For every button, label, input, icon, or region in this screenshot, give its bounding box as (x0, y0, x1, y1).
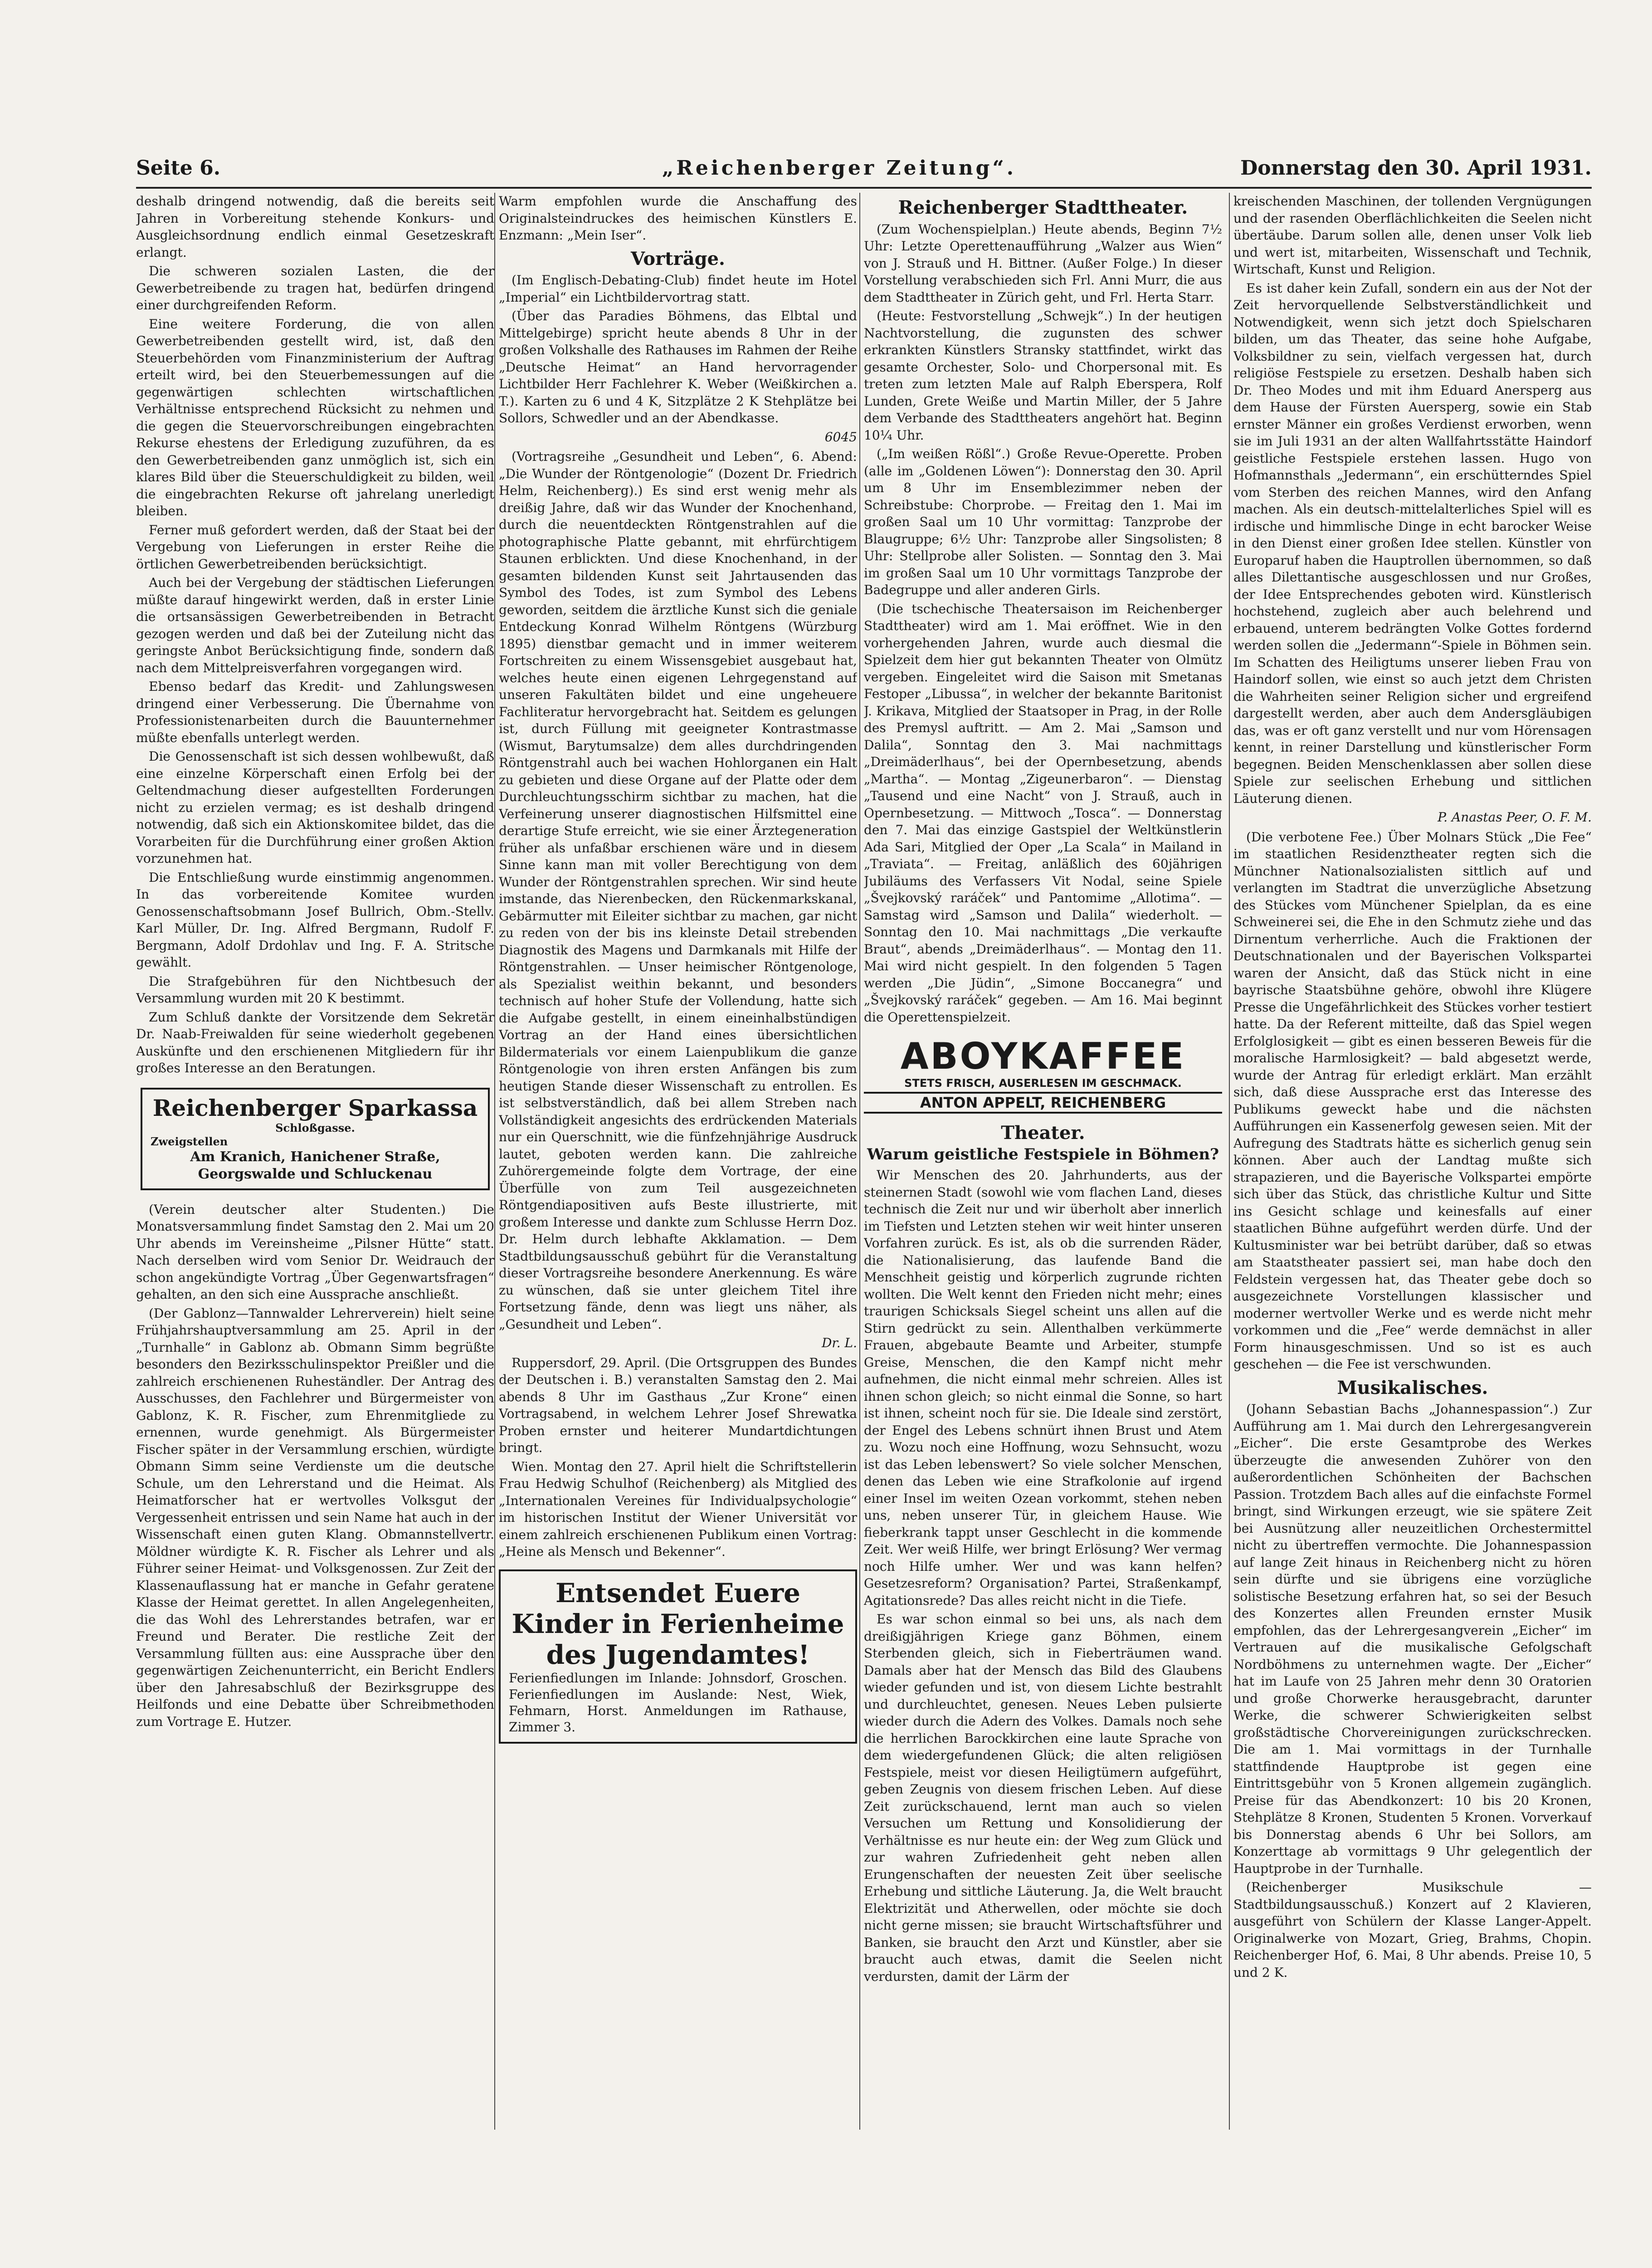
ad-title: Entsendet Euere Kinder in Ferienheime des Jugendamtes! (512, 1577, 844, 1670)
article-title: Warum geistliche Festspiele in Böhmen? (867, 1145, 1219, 1163)
article-paragraph: (Der Gablonz—Tannwalder Lehrerverein) hielt seine Frühjahrshauptversammlung am 25. April in der „Turnhalle“ in Gablonz ab. Obmann Simm begrüßte besonders den Bezirksschulinspektor Preißler und die zahlreich erschienenen Ruheständler. Der Antrag des Ausschusses, den Fachlehrer und Bürgermeister von Gablonz, K. R. Fischer, zum Ehrenmitgliede zu ernennen, wurde genehmigt. Als Bürgermeister Fischer später in der Versammlung erschien, würdigte Obmann Simm seine Verdienste um die deutsche Schule, um den Lehrerstand und die Heimat. Als Heimatforscher hat er wertvolles Volksgut der Vergessenheit entrissen und sein Name hat auch in der Wissenschaft einen guten Klang. Obmannstellvertr. Möldner würdigte K. R. Fischer als Lehrer und als Führer seiner Heimat- und Volksgenossen. Zur Zeit der Klassenauflassung hat er manche in Gefahr geratene Klasse der Heimat gerettet. In allen Angelegenheiten, die das Wohl des Lehrerstandes betrafen, war er Freund und Berater. Die restliche Zeit der Versammlung füllten aus: eine Aussprache über den gegenwärtigen Zeichenunterricht, ein Bericht Endlers über den Jahresabschluß der Bezirksgruppe des Heilfonds und eine Debatte über Schreibmethoden zum Vortrage E. Hutzer. (136, 1305, 494, 1729)
article-paragraph: (Über das Paradies Böhmens, das Elbtal und Mittelgebirge) spricht heute abends 8 Uhr in der großen Volkshalle des Rathauses im Rahmen der Reihe „Deutsche Heimat“ an Hand hervorragender Lichtbilder Herr Fachlehrer K. Weber (Weißkirchen a. T.). Karten zu 6 und 4 K, Sitzplätze 2 K Stehplätze bei Sollors, Schwedler und an der Abendkasse. (499, 308, 857, 425)
aboykaffee-advertisement (864, 1036, 1222, 1114)
section-heading: Theater. (1001, 1122, 1085, 1144)
article-paragraph: (Heute: Festvorstellung „Schwejk“.) In der heutigen Nachtvorstellung, die zugunsten des schwer erkrankten Künstlers Stransky stattfindet, wirkt das gesamte Orchester, Solo- und Chorpersonal mit. Es treten zum letzten Male auf Ralph Eberspera, Rolf Lunden, Grete Weiße und Martin Miller, der 5 Jahre dem Verbande des Stadttheaters angehört hat. Beginn 10¼ Uhr. (864, 308, 1222, 443)
article-paragraph: Wir Menschen des 20. Jahrhunderts, aus der steinernen Stadt (sowohl wie vom flachen Land, dieses technisch die Zeit nur und wir überholt aber innerlich im Tiefsten und Letzten stehen wir weit hinter unseren Vorfahren zurück. Es ist, als ob die surrenden Räder, die Nationalisierung, das laufende Band die Menschheit geistig und körperlich zugrunde richten wollten. Die Welt kennt den Frieden nicht mehr; eines traurigen Schicksals Siegel scheint uns allen auf die Stirn gedrückt zu sein. Allenthalben verkümmerte Frauen, abgebaute Beamte und Arbeiter, stumpfe Greise, Menschen, die den Kampf nicht mehr aufnehmen, die nicht einmal mehr schreien. Alles ist ihnen schon gleich; so nicht einmal die Sonne, so hart ist ihnen, scheint noch für sie. Die Ideale sind zerstört, der Engel des Lebens schnürt ihnen Brust und Atem zu. Wozu noch eine Hoffnung, wozu Sehnsucht, wozu ist das Leben lebenswert? So viele solcher Menschen, denen das Leben wie eine Strafkolonie auf irgend einer Insel im weiten Ozean vorkommt, stehen neben uns, neben unserer Tür, in gleichem Hause. Wie fieberkrank tappt unser Geschlecht in die kommende Zeit. Wer weiß Hilfe, wer bringt Erlösung? Wer vermag noch Hilfe umher. Wer und was kann helfen? Gesetzesreform? Organisation? Partei, Straßenkampf, Agitationsrede? Das alles reicht nicht in die Tiefe. (864, 1168, 1222, 1608)
section-heading: Reichenberger Stadttheater. (898, 197, 1188, 218)
issue-date: Donnerstag den 30. April 1931. (1240, 156, 1592, 180)
column-3 (864, 193, 1222, 2134)
ad-code: 6045 (824, 429, 857, 445)
article-paragraph: Ferner muß gefordert werden, daß der Staat bei der Vergebung von Lieferungen in erster Reihe die örtlichen Gewerbetreibenden berücksichtigt. (136, 522, 494, 572)
section-heading: Vorträge. (631, 248, 725, 269)
section-heading: Musikalisches. (1337, 1377, 1488, 1398)
newspaper-title: „Reichenberger Zeitung“. (662, 156, 1017, 180)
article-paragraph: Warm empfohlen wurde die Anschaffung des Originalsteindruckes des heimischen Künstlers E. Enzmann: „Mein Iser“. (499, 194, 857, 243)
article-paragraph: (Die verbotene Fee.) Über Molnars Stück „Die Fee“ im staatlichen Residenztheater regten sich die Münchner Nationalsozialisten sittlich auf und verlangten im Stadtrat die unverzügliche Absetzung des Stückes vom Münchener Spielplan, da es eine Schweinerei sei, die Ehe in den Schmutz ziehe und das Dirnentum verherrliche. Auch die Fraktionen der Deutschnationalen und der Bayerischen Volkspartei waren der Ansicht, daß das Stück nicht in eine bayrische Staatsbühne gehöre, obwohl ihre Klügere Presse die Ungefährlichkeit des Stückes vorher testiert hatte. Da der Referent mitteilte, daß das Spiel wegen Erfolglosigkeit — gibt es einen besseren Beweis für die moralische Harmlosigkeit? — bald abgesetzt werde, wurde der Antrag für erledigt erklärt. Man erzählt sich, daß diese Aussprache erst das Interesse des Publikums geweckt habe und die nächsten Aufführungen ein Kassenerfolg gewesen seien. Mit der Aufregung des Stadtrats hätte es sicherlich genug sein können. Aber auch der Landtag mußte sich strapazieren, und die Bayerische Volkspartei empörte sich über das Stück, das christliche Kultur und Sitte ins Gesicht schlage und keinesfalls auf einer staatlichen Bühne aufgeführt werden dürfe. Und der Kultusminister war bei betrübt darüber, daß so etwas am Staatstheater passiert sei, man habe doch den Feldstein vergessen hat, das Theater gebe doch so ausgezeichnete Vorstellungen klassischer und moderner wertvoller Werke und es werde nicht mehr vorkommen und die „Fee“ werde demnächst in aller Form hinausgeschmissen. Und so ist es auch geschehen — die Fee ist verschwunden. (1233, 829, 1592, 1372)
page-header (136, 156, 1592, 188)
column-4 (1233, 193, 1592, 2134)
article-paragraph: Die Entschließung wurde einstimmig angenommen. In das vorbereitende Komitee wurden Genossenschaftsobmann Josef Bullrich, Obm.-Stellv. Karl Müller, Dr. Ing. Alfred Bergmann, Rudolf F. Bergmann, Adolf Drdohlav und Ing. F. A. Stritsche gewählt. (136, 870, 494, 970)
article-paragraph: Eine weitere Forderung, die von allen Gewerbetreibenden gestellt wird, ist, daß den Steuerbehörden vom Finanzministerium der Auftrag erteilt wird, bei den Steuerbemessungen auf die gegenwärtigen schlechten wirtschaftlichen Verhältnisse entsprechend Rücksicht zu nehmen und die gegen die Steuervorschreibungen eingebrachten Rekurse ehestens der Erledigung zuzuführen, da es den Gewerbetreibenden ganz unmöglich ist, sich ein klares Bild über die Steuerschuldigkeit zu bilden, weil die eingebrachten Rekurse oft jahrelang unerledigt bleiben. (136, 316, 494, 518)
article-paragraph: (Verein deutscher alter Studenten.) Die Monatsversammlung findet Samstag den 2. Mai um 20 Uhr abends im Vereinsheime „Pilsner Hütte“ statt. Nach derselben wird vom Senior Dr. Weidrauch der schon angekündigte Vortrag „Über Gegenwartsfragen“ gehalten, an den sich eine Aussprache anschließt. (136, 1202, 494, 1302)
article-paragraph: Zum Schluß dankte der Vorsitzende dem Sekretär Dr. Naab-Freiwalden für seine wiederholt gegebenen Auskünfte und den erschienenen Mitgliedern für ihr großes Interesse an den Beratungen. (136, 1009, 494, 1075)
article-paragraph: deshalb dringend notwendig, daß die bereits seit Jahren in Vorbereitung stehende Konkurs- und Ausgleichsordnung endlich einmal Gesetzeskraft erlangt. (136, 194, 494, 260)
article-paragraph: (Zum Wochenspielplan.) Heute abends, Beginn 7½ Uhr: Letzte Operettenaufführung „Walzer aus Wien“ von J. Strauß und H. Bittner. (Außer Folge.) In dieser Vorstellung verabschieden sich Frl. Anni Murr, die aus dem Stadttheater in Zürich geht, und Frl. Herta Starr. (864, 221, 1222, 305)
article-paragraph: (Die tschechische Theatersaison im Reichenberger Stadttheater) wird am 1. Mai eröffnet. Wie in den vorhergehenden Jahren, wurde auch diesmal die Spielzeit dem hier gut bekannten Theater von Olmütz vergeben. Eingeleitet wird die Saison mit Smetanas Festoper „Libussa“, in welcher der bekannte Baritonist J. Krikava, Mitglied der Staatsoper in Prag, in der Rolle des Premysl auftritt. — Am 2. Mai „Samson und Dalila“, Sonntag den 3. Mai nachmittags „Dreimäderlhaus“, bei der Opernbesetzung, abends „Martha“. — Montag „Zigeunerbaron“. — Dienstag „Tausend und eine Nacht“ von J. Strauß, auch in Opernbesetzung. — Mittwoch „Tosca“. — Donnerstag den 7. Mai das einzige Gastspiel der Weltkünstlerin Ada Sari, Mitglied der Oper „La Scala“ in Mailand in „Traviata“. — Freitag, anläßlich des 60jährigen Jubiläums des Verfassers Vit Nodal, seine Spiele „Švejkovský raráček“ und Pantomime „Allotima“. — Samstag wird „Samson und Dalila“ wiederholt. — Sonntag den 10. Mai nachmittags „Die verkaufte Braut“, abends „Dreimäderlhaus“. — Montag den 11. Mai wird nicht gespielt. In den folgenden 5 Tagen werden „Die Jüdin“, „Simone Boccanegra“ und „Švejkovský raráček“ gegeben. — Am 16. Mai beginnt die Operettenspielzeit. (864, 601, 1222, 1025)
header-rule (136, 187, 1592, 189)
column-divider (494, 193, 495, 2130)
column-divider (859, 193, 860, 2130)
ferienheime-advertisement (499, 1569, 857, 1744)
article-paragraph: Ruppersdorf, 29. April. (Die Ortsgruppen des Bundes der Deutschen i. B.) veranstalten Samstag den 2. Mai abends 8 Uhr im Gasthaus „Zur Krone“ einen Vortragsabend, in welchem Lehrer Josef Shrewatka Proben ernster und heiterer Mundartdichtungen bringt. (499, 1355, 857, 1455)
ad-slogan: STETS FRISCH, AUSERLESEN IM GESCHMACK. (904, 1077, 1182, 1090)
article-paragraph: Es ist daher kein Zufall, sondern ein aus der Not der Zeit hervorquellende Selbstverständlichkeit und Notwendigkeit, wenn sich jetzt doch Spielscharen bilden, um das Theater, das seine hohe Aufgabe, Volksbildner zu sein, vielfach vergessen hat, durch religiöse Festspiele zu ersetzen. Deshalb haben sich Dr. Theo Modes und mit ihm Eduard Anersperg aus dem Hause der Fürsten Auersperg, sowie ein Stab ernster Männer ein großes Verdienst erworben, wenn sie im Juli 1931 an der alten Wallfahrtsstätte Haindorf geistliche Festspiele erstehen lassen. Hugo von Hofmannsthals „Jedermann“, ein erschütterndes Spiel vom Sterben des reichen Mannes, wird den Anfang machen. Als ein deutsch-mittelalterliches Spiel will es irdische und himmlische Dinge in echt barocker Weise in den Dienst einer großen Idee stellen. Künstler von Europaruf haben die Hauptrollen übernommen, so daß alles Dilettantische ausgeschlossen und nur Großes, der Idee Entsprechendes geboten wird. Künstlerisch hochstehend, zugleich aber auch belehrend und erbauend, unterem bedrängten Volke Gottes fordernd werden sollen die „Jedermann“-Spiele in Böhmen sein. Im Schatten des Heiligtums unserer lieben Frau von Haindorf sollen, wie einst so auch jetzt dem Christen die Wahrheiten seiner Religion sicher und ergreifend dargestellt werden, aber auch dem Andersgläubigen das, was er oft ganz verstellt und nur vom Hörensagen kennt, in reiner Darstellung und künstlerischer Form begegnen. Beiden Menschenklassen aber sollen diese Spiele zur seelischen Erhebung und sittlichen Läuterung dienen. (1233, 280, 1592, 806)
column-divider (1229, 193, 1230, 2130)
article-paragraph: Ebenso bedarf das Kredit- und Zahlungswesen dringend einer Verbesserung. Die Übernahme von Professionistenarbeiten durch die Bauunternehmer müßte ebenfalls unterlegt werden. (136, 679, 494, 745)
sparkassa-advertisement (141, 1088, 490, 1190)
author-signature: P. Anastas Peer, O. F. M. (1438, 810, 1592, 825)
article-paragraph: (Reichenberger Musikschule — Stadtbildungsausschuß.) Konzert auf 2 Klavieren, ausgeführt von Schülern der Klasse Langer-Appelt. Originalwerke von Mozart, Grieg, Brahms, Chopin. Reichenberger Hof, 6. Mai, 8 Uhr abends. Preise 10, 5 und 2 K. (1233, 1880, 1592, 1980)
article-paragraph: Es war schon einmal so bei uns, als nach dem dreißigjährigen Kriege ganz Böhmen, einem Sterbenden gleich, sich in Fieberträumen wand. Damals aber hat der Mensch das Bild des Glaubens wieder gefunden und ist, von diesem Lichte bestrahlt und durchleuchtet, genesen. Neues Leben pulsierte wieder durch die Adern des Volkes. Damals noch sehe die herrlichen Barockkirchen eine laute Sprache von dem wiedergefundenen Glück; die alten religiösen Festspiele, meist vor diesen Heiligtümern aufgeführt, geben Zeugnis von diesem frischen Leben. Auf diese Zeit zurückschauend, lernt man auch so vielen Versuchen um Rettung und Konsolidierung der Verhältnisse es nur heute ein: der Weg zum Glück und zur wahren Zufriedenheit geht neben allen Erungenschaften der neuesten Zeit über seelische Erhebung und sittliche Läuterung. Ja, die Welt braucht Elektrizität und Atherwellen, oder möchte sie doch nicht gerne missen; sie braucht Wirtschaftsführer und Banken, sie braucht den Arzt und Künstler, aber sie braucht auch etwas, damit die Seelen nicht verdursten, damit der Lärm der (864, 1612, 1222, 1984)
article-paragraph: („Im weißen Rößl“.) Große Revue-Operette. Proben (alle im „Goldenen Löwen“): Donnerstag den 30. April um 8 Uhr im Ensemblezimmer neben der Schreibstube: Chorprobe. — Freitag den 1. Mai im großen Saal um 10 Uhr vormittag: Tanzprobe der Blaugruppe; 6½ Uhr: Tanzprobe aller Singsolisten; 8 Uhr: Stellprobe aller Solisten. — Sonntag den 3. Mai im großen Saal um 10 Uhr vormittags Tanzprobe der Badegruppe und aller anderen Girls. (864, 446, 1222, 597)
article-paragraph: kreischenden Maschinen, der tollenden Vergnügungen und der rasenden Oberflächlichkeiten die Seelen nicht übertäube. Darum sollen alle, denen unser Volk lieb und wert ist, mitarbeiten, Wissenschaft und Technik, Wirtschaft, Kunst und Religion. (1233, 194, 1592, 277)
article-paragraph: Wien. Montag den 27. April hielt die Schriftstellerin Frau Hedwig Schulhof (Reichenberg) als Mitglied des „Internationalen Vereines für Individualpsychologie“ im historischen Institut der Wiener Universität vor einem zahlreich erschienenen Publikum einen Vortrag: „Heine als Mensch und Bekenner“. (499, 1459, 857, 1559)
article-paragraph: Auch bei der Vergebung der städtischen Lieferungen müßte darauf hingewirkt werden, daß in erster Linie die ortsansässigen Gewerbetreibenden in Betracht gezogen werden und daß bei der Zuteilung nicht das geringste Anbot Berücksichtigung finde, sondern daß nach dem Mittelpreisverfahren vorgegangen wird. (136, 575, 494, 675)
ad-label: Zweigstellen (151, 1134, 228, 1148)
column-2 (499, 193, 857, 2134)
article-paragraph: (Vortragsreihe „Gesundheit und Leben“, 6. Abend: „Die Wunder der Röntgenologie“ (Dozent Dr. Friedrich Helm, Reichenberg).) Es sind erst wenig mehr als dreißig Jahre, daß wir das Wunder der Knochenhand, durch die neuentdeckten Röntgenstrahlen auf die photographische Platte gebannt, mit ehrfürchtigem Staunen erblickten. Und diese Knochenhand, in der gesamten bildenden Kunst seit Jahrtausenden das Symbol des Todes, ist zum Symbol des Lebens geworden, seitdem die ärztliche Kunst sich die geniale Entdeckung Konrad Wilhelm Röntgens (Würzburg 1895) dienstbar gemacht und in immer weiterem Fortschreiten zu einem Wissensgebiet ausgebaut hat, welches heute einen eigenen Lehrgegenstand auf unseren Fakultäten bildet und eine ungeheuere Fachliteratur hervorgebracht hat. Seitdem es gelungen ist, durch Füllung mit geeigneter Kontrastmasse (Wismut, Barytumsalze) dem alles durchdringenden Röntgenstrahl auch bei wachen Hohlorganen ein Halt zu gebieten und diese Organe auf der Platte oder dem Durchleuchtungsschirm sichtbar zu machen, hat die Verfeinerung unserer diagnostischen Hilfsmittel eine derartige Stufe erreicht, wie sie einer Ärztegeneration früher als unfaßbar erschienen wäre und in diesem Sinne kann man mit voller Berechtigung von dem Wunder der Röntgenstrahlen sprechen. Wir sind heute imstande, das Nierenbecken, den Rückenmarkskanal, Gebärmutter mit Eileiter sichtbar zu machen, gar nicht zu reden von der bis ins kleinste Detail strebenden Diagnostik des Magens und Darmkanals mit Hilfe der Röntgenstrahlen. — Unser heimischer Röntgenologe, als Spezialist weithin bekannt, und besonders technisch auf hoher Stufe der Vollendung, hatte sich die Aufgabe gestellt, in einem eineinhalbstündigen Vortrag an der Hand eines übersichtlichen Bildermaterials vor einem Laienpublikum die ganze Röntgenologie von ihren ersten Anfängen bis zum heutigen Stande dieser Wissenschaft zu entrollen. Es ist selbstverständlich, daß bei allem Streben nach Vollständigkeit angesichts des erdrückenden Materials nur ein Querschnitt, wie die fünfzehnjährige Ausdruck lautet, geboten werden kann. Die zahlreiche Zuhörergemeinde folgte dem Vortrage, der eine Überfülle von zum Teil ausgezeichneten Röntgendiapositiven aufs Beste illustrierte, mit großem Interesse und dankte zum Schlusse Herrn Doz. Dr. Helm durch lebhafte Akklamation. — Dem Stadtbildungsausschuß gebührt für die Veranstaltung dieser Vortragsreihe besondere Anerkennung. Es wäre zu wünschen, daß sie unter gleichem Titel ihre Fortsetzung fände, denn was liegt uns näher, als „Gesundheit und Leben“. (499, 449, 857, 1332)
ad-branches: Am Kranich, Hanichener Straße, Georgswalde und Schluckenau (190, 1149, 440, 1182)
author-signature: Dr. L. (821, 1335, 857, 1350)
column-1 (136, 193, 494, 2134)
page-number: Seite 6. (136, 156, 221, 180)
article-paragraph: Die schweren sozialen Lasten, die der Gewerbetreibende zu tragen hat, bedürfen dringend einer durchgreifenden Reform. (136, 264, 494, 313)
ad-subtitle: Schloßgasse. (275, 1121, 355, 1134)
ad-title: ABOYKAFFEE (900, 1035, 1186, 1077)
article-paragraph: (Im Englisch-Debating-Club) findet heute im Hotel „Imperial“ ein Lichtbildervortrag statt. (499, 273, 857, 305)
ad-company: ANTON APPELT, REICHENBERG (864, 1092, 1222, 1114)
ad-title: Reichenberger Sparkassa (152, 1094, 478, 1121)
article-paragraph: (Johann Sebastian Bachs „Johannespassion“.) Zur Aufführung am 1. Mai durch den Lehrergesangverein „Eicher“. Die erste Gesamtprobe des Werkes überzeugte die anwesenden Zuhörer von den außerordentlichen Schönheiten der Bachschen Passion. Trotzdem Bach alles auf die einfachste Formel bringt, sind Wirkungen erzeugt, wie sie spätere Zeit bei Ausnützung aller neuzeitlichen Orchestermittel nicht zu übertreffen vermochte. Die Johannespassion auf lange Zeit hinaus in Reichenberg nicht zu hören sein dürfte und sie übrigens eine vorzügliche solistische Besetzung erfahren hat, so sei der Besuch des Konzertes allen Freunden ernster Musik empfohlen, das der Lehrergesangverein „Eicher“ im Vertrauen auf die musikalische Gefolgschaft Nordböhmens zu unternehmen wagte. Der „Eicher“ hat im Laufe von 25 Jahren mehr denn 30 Oratorien und große Chorwerke herausgebracht, darunter Werke, die schwerer Schwierigkeiten selbst großstädtische Chorvereinigungen zurückschrecken. Die am 1. Mai vormittags in der Turnhalle stattfindende Hauptprobe ist gegen eine Eintrittsgebühr von 5 Kronen allgemein zugänglich. Preise für das Abendkonzert: 10 bis 20 Kronen, Stehplätze 8 Kronen, Studenten 5 Kronen. Vorverkauf bis Donnerstag abends 6 Uhr bei Sollors, am Konzerttage ab vormittags 9 Uhr gelegentlich der Hauptprobe in der Turnhalle. (1233, 1402, 1592, 1876)
article-paragraph: Die Genossenschaft ist sich dessen wohlbewußt, daß eine einzelne Körperschaft einen Erfolg bei der Geltendmachung dieser aufgestellten Forderungen nicht zu erzielen vermag; es ist deshalb dringend notwendig, daß sich ein Aktionskomitee bildet, das die Vorarbeiten für die Durchführung einer großen Aktion vorzunehmen hat. (136, 749, 494, 866)
ad-body: Ferienfiedlungen im Inlande: Johnsdorf, Groschen. Ferienfiedlungen im Auslande: Nest, Wiek, Fehmarn, Horst. Anmeldungen im Rathause, Zimmer 3. (509, 1670, 847, 1735)
article-paragraph: Die Strafgebühren für den Nichtbesuch der Versammlung wurden mit 20 K bestimmt. (136, 973, 494, 1006)
